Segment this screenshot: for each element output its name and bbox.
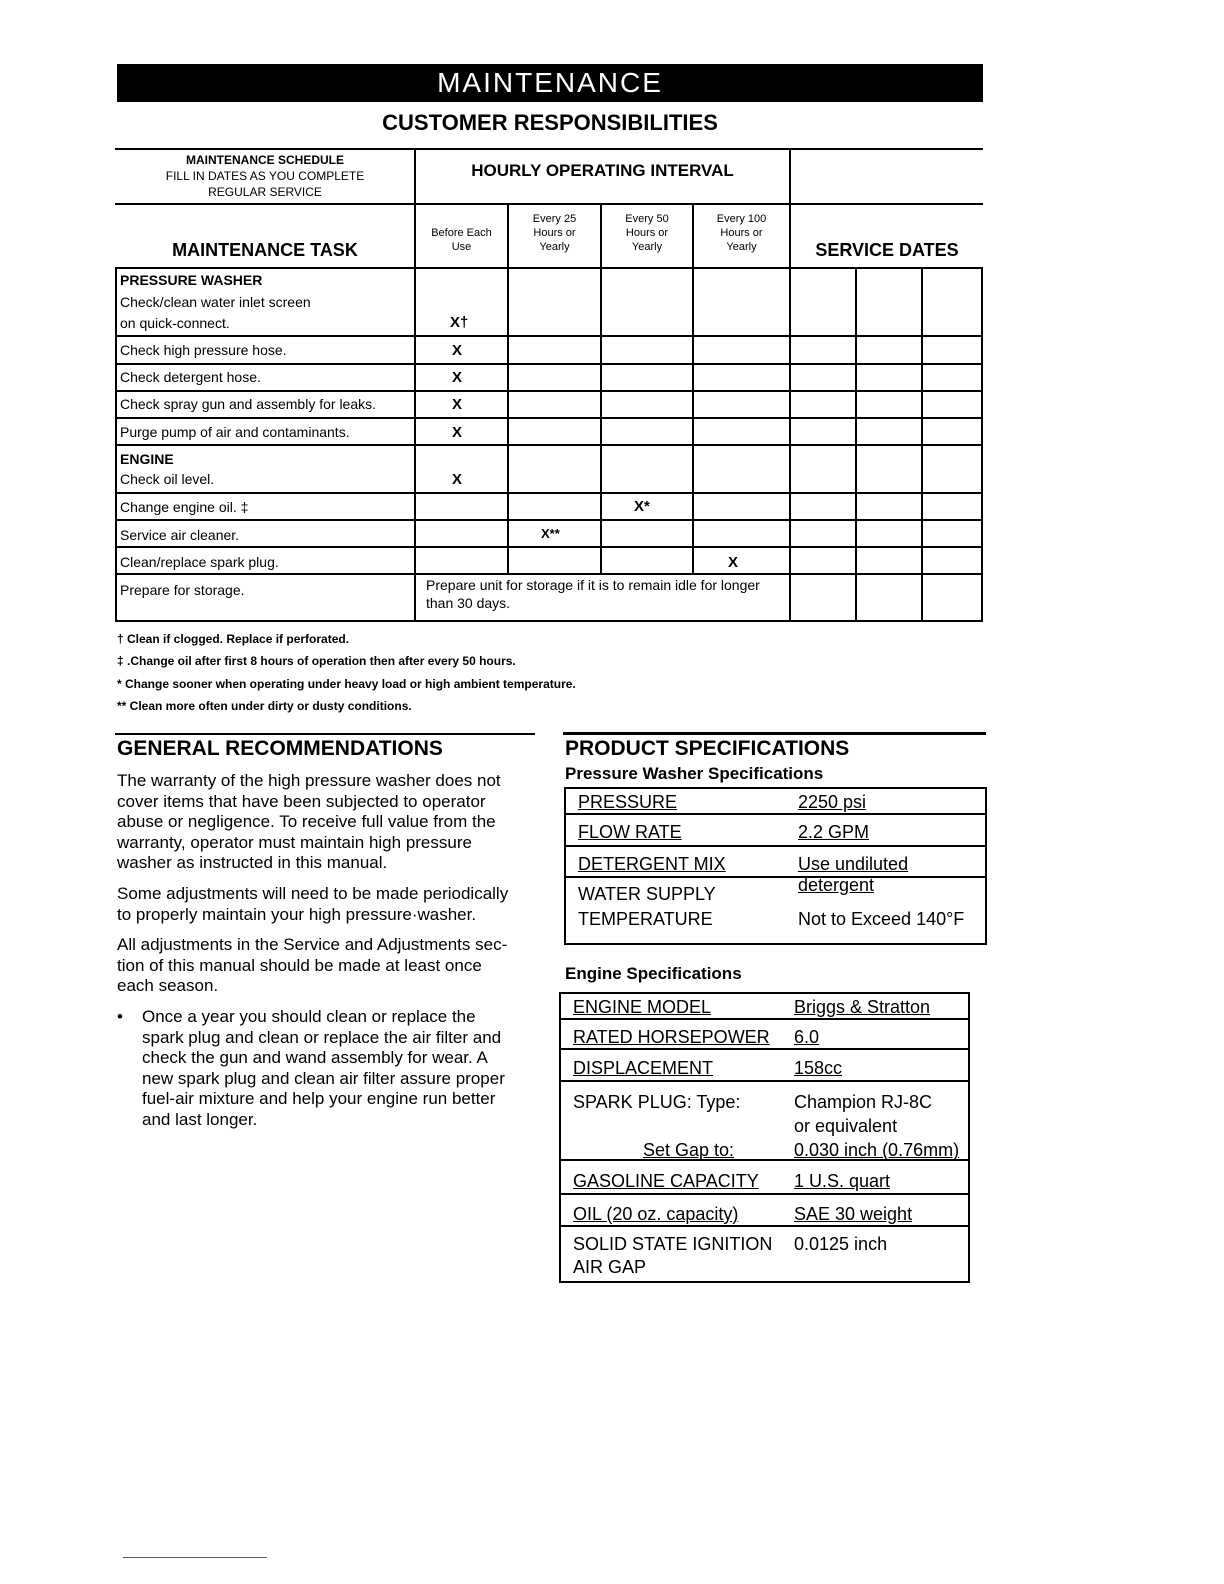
task-check-oil: Check oil level. xyxy=(120,471,215,487)
text-line: Some adjustments will need to be made periodically xyxy=(117,884,509,903)
spec-label: PRESSURE xyxy=(578,792,678,812)
footnote-dagger: † Clean if clogged. Replace if perforated. xyxy=(117,632,350,646)
interval-every-50 xyxy=(602,212,692,254)
task-change-oil: Change engine oil. ‡ xyxy=(120,499,249,515)
rule xyxy=(692,203,694,575)
text-line: each season. xyxy=(117,976,219,995)
engine-specs-title: Engine Specifications xyxy=(565,964,742,983)
spec-value: Use undiluted detergent xyxy=(798,854,909,895)
spec-label: TEMPERATURE xyxy=(578,909,713,929)
rule xyxy=(115,444,983,446)
interval-line: Hours or xyxy=(720,227,763,239)
spec-row-spark-plug xyxy=(561,1082,968,1161)
rule xyxy=(115,335,983,337)
interval-before-each-use xyxy=(416,226,507,254)
task-air-cleaner: Service air cleaner. xyxy=(120,527,240,543)
spec-row-gasoline xyxy=(561,1161,968,1195)
engine-specs-table xyxy=(559,992,970,1283)
interval-line: Before Each xyxy=(431,227,492,239)
general-paragraph-4 xyxy=(142,1007,505,1130)
spec-label: DETERGENT MIX xyxy=(578,854,726,874)
spec-value: 1 U.S. quart xyxy=(794,1171,891,1191)
spec-value: SAE 30 weight xyxy=(794,1204,913,1224)
spec-label: FLOW RATE xyxy=(578,822,682,842)
rule xyxy=(115,267,117,622)
text-line: abuse or negligence. To receive full value from the xyxy=(117,812,496,831)
spec-label: AIR GAP xyxy=(573,1257,647,1277)
interval-line: Yearly xyxy=(539,241,570,253)
rule xyxy=(115,417,983,419)
rule xyxy=(115,492,983,494)
spec-row-displacement xyxy=(561,1050,968,1082)
spec-value: 2.2 GPM xyxy=(798,822,870,842)
interval-line: Every 100 xyxy=(716,213,767,225)
task-inlet-screen-line2: on quick-connect. xyxy=(120,315,230,331)
mark-before-each-use: X† xyxy=(450,314,469,331)
text-line: tion of this manual should be made at least once xyxy=(117,955,482,975)
interval-line: Yearly xyxy=(631,241,663,253)
spec-value: 158cc xyxy=(794,1058,843,1078)
rule xyxy=(115,390,983,392)
rule xyxy=(115,620,983,622)
rule xyxy=(414,148,416,622)
service-dates-header: SERVICE DATES xyxy=(815,240,959,260)
spec-label: WATER SUPPLY xyxy=(578,884,716,904)
schedule-corner-line3: REGULAR SERVICE xyxy=(208,185,322,199)
mark-before-each-use: X xyxy=(452,471,463,488)
general-paragraph-3 xyxy=(117,935,507,997)
storage-note-line1: Prepare unit for storage if it is to remain idle for longer xyxy=(426,577,760,593)
task-spark-plug: Clean/replace spark plug. xyxy=(120,554,279,570)
rule xyxy=(921,267,923,622)
section-divider xyxy=(115,733,535,735)
section-engine: ENGINE xyxy=(120,451,174,467)
spec-value: 6.0 xyxy=(794,1027,820,1047)
spec-row-water-temperature xyxy=(566,878,985,941)
rule xyxy=(115,573,983,575)
spec-label: RATED HORSEPOWER xyxy=(573,1027,770,1047)
general-paragraph-1 xyxy=(117,771,501,874)
task-detergent-hose: Check detergent hose. xyxy=(120,369,261,385)
text-line: spark plug and clean or replace the air filter and xyxy=(142,1027,502,1047)
rule xyxy=(789,148,791,622)
spec-row-oil xyxy=(561,1195,968,1227)
text-line: washer as instructed in this manual. xyxy=(117,853,388,872)
rule xyxy=(855,267,857,622)
mark-every-100: X xyxy=(728,554,739,571)
task-inlet-screen-line1: Check/clean water inlet screen xyxy=(120,294,311,310)
schedule-corner-line1: MAINTENANCE SCHEDULE xyxy=(185,153,344,167)
pressure-washer-specs-title: Pressure Washer Specifications xyxy=(565,764,824,783)
task-spray-gun: Check spray gun and assembly for leaks. xyxy=(120,396,377,412)
text-line: new spark plug and clean air filter assure proper xyxy=(142,1068,505,1088)
footnote-asterisk: * Change sooner when operating under heavy load or high ambient temperature. xyxy=(117,677,576,691)
mark-every-50: X* xyxy=(634,498,650,515)
mark-before-each-use: X xyxy=(452,342,463,359)
text-line: The warranty of the high pressure washer does not xyxy=(117,771,501,790)
section-divider xyxy=(563,732,986,735)
storage-note-line2: than 30 days. xyxy=(426,595,511,611)
spec-label: OIL (20 oz. capacity) xyxy=(573,1204,739,1224)
spec-row-horsepower xyxy=(561,1020,968,1050)
schedule-corner-line2: FILL IN DATES AS YOU COMPLETE xyxy=(165,169,365,183)
rule xyxy=(600,203,602,575)
general-paragraph-2 xyxy=(117,884,508,925)
task-purge-pump: Purge pump of air and contaminants. xyxy=(120,424,350,440)
product-specifications-title: PRODUCT SPECIFICATIONS xyxy=(565,737,850,760)
rule xyxy=(115,267,983,269)
page-banner: MAINTENANCE xyxy=(117,64,983,102)
interval-line: Yearly xyxy=(726,241,757,253)
spec-label: SOLID STATE IGNITION xyxy=(573,1234,773,1254)
task-high-pressure-hose: Check high pressure hose. xyxy=(120,342,287,358)
interval-every-100 xyxy=(694,212,789,254)
spec-value: 2250 psi xyxy=(798,792,867,812)
spec-label: DISPLACEMENT xyxy=(573,1058,714,1078)
bullet-icon: • xyxy=(117,1007,123,1026)
spec-row-pressure xyxy=(566,789,985,815)
rule xyxy=(115,203,983,205)
mark-before-each-use: X xyxy=(452,369,463,386)
mark-every-25: X** xyxy=(541,526,560,541)
footnote-double-asterisk: ** Clean more often under dirty or dusty conditions. xyxy=(117,699,412,713)
interval-line: Hours or xyxy=(533,227,576,239)
task-header: MAINTENANCE TASK xyxy=(172,240,358,260)
footnote-double-dagger: ‡ .Change oil after first 8 hours of operation then after every 50 hours. xyxy=(117,654,516,668)
text-line: warranty, operator must maintain high pressure xyxy=(117,832,472,852)
spec-value: Briggs & Stratton xyxy=(794,997,931,1017)
interval-line: Every 25 xyxy=(532,213,577,225)
text-line: cover items that have been subjected to operator xyxy=(117,791,486,811)
maintenance-schedule-table xyxy=(115,148,983,622)
task-prepare-storage: Prepare for storage. xyxy=(120,582,245,598)
general-recommendations-title: GENERAL RECOMMENDATIONS xyxy=(117,737,443,760)
interval-line: Use xyxy=(451,241,472,253)
section-pressure-washer: PRESSURE WASHER xyxy=(120,272,263,288)
mark-before-each-use: X xyxy=(452,396,463,413)
page-subtitle: CUSTOMER RESPONSIBILITIES xyxy=(382,110,718,135)
spec-value: Champion RJ-8C xyxy=(794,1092,933,1112)
spec-row-engine-model xyxy=(561,994,968,1020)
spec-label: ENGINE MODEL xyxy=(573,997,712,1017)
rule xyxy=(507,203,509,575)
text-line: and last longer. xyxy=(142,1109,258,1129)
text-line: All adjustments in the Service and Adjustments sec- xyxy=(117,935,508,954)
rule xyxy=(115,148,983,150)
spec-value: Not to Exceed 140°F xyxy=(798,909,965,929)
text-line: Once a year you should clean or replace the xyxy=(142,1007,476,1026)
rule xyxy=(981,267,983,622)
bottom-link-underline xyxy=(123,1557,267,1558)
interval-line: Hours or xyxy=(625,227,669,239)
interval-header: HOURLY OPERATING INTERVAL xyxy=(471,161,734,180)
text-line: to properly maintain your high pressure·washer. xyxy=(117,904,477,924)
rule xyxy=(115,546,983,548)
spec-row-flow-rate xyxy=(566,815,985,847)
interval-line: Every 50 xyxy=(625,213,669,225)
spec-label: GASOLINE CAPACITY xyxy=(573,1171,759,1191)
spec-value: 0.030 inch (0.76mm) xyxy=(794,1140,960,1160)
spec-label: Set Gap to: xyxy=(643,1140,735,1160)
rule xyxy=(115,519,983,521)
text-line: check the gun and wand assembly for wear. A xyxy=(142,1048,488,1067)
text-line: fuel-air mixture and help your engine run better xyxy=(142,1089,496,1108)
rule xyxy=(115,363,983,365)
spec-value: 0.0125 inch xyxy=(794,1234,888,1254)
spec-label: SPARK PLUG: Type: xyxy=(573,1092,741,1112)
interval-every-25 xyxy=(509,212,600,254)
spec-row-ignition-gap xyxy=(561,1227,968,1279)
spec-value: or equivalent xyxy=(794,1116,898,1136)
pressure-washer-specs-table xyxy=(564,787,987,945)
mark-before-each-use: X xyxy=(452,424,463,441)
